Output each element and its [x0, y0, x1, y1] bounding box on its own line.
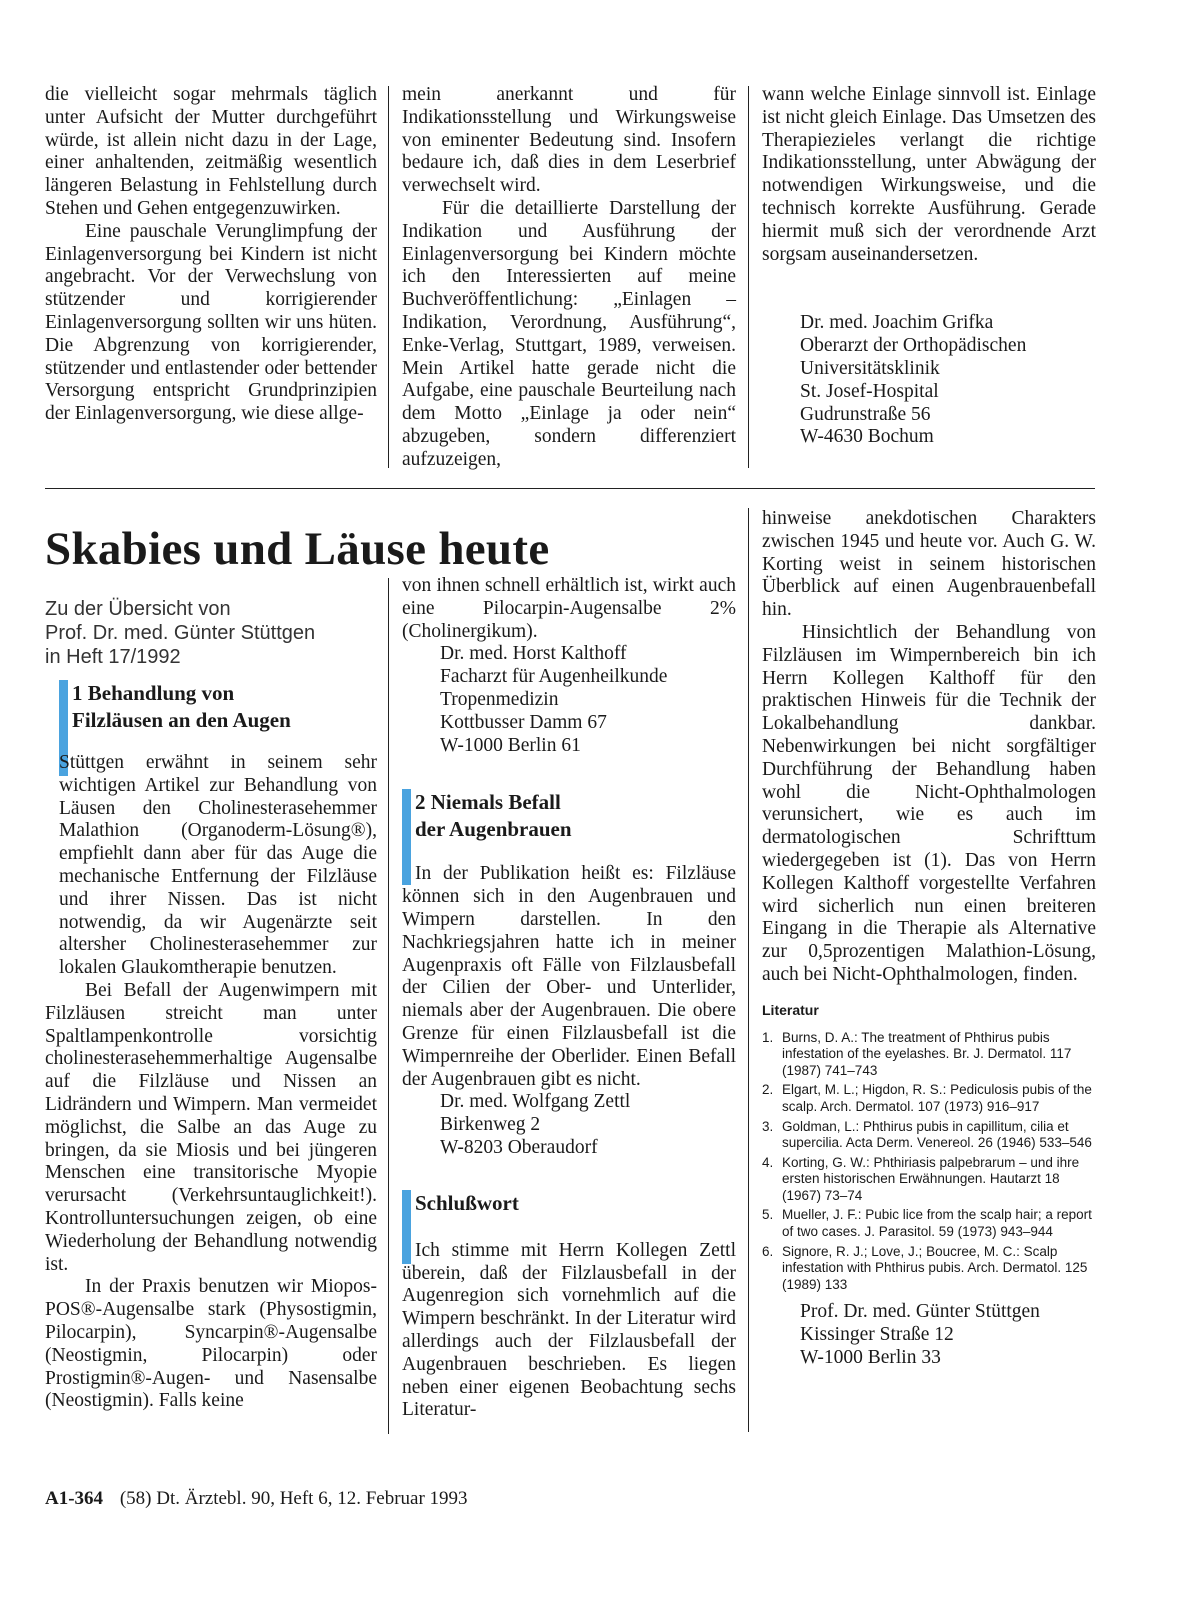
top-column-2: [402, 84, 736, 472]
signature-line: Kottbusser Damm 67: [440, 711, 607, 733]
heading-line: 1 Behandlung von: [72, 681, 235, 705]
accent-bar: [402, 789, 411, 885]
paragraph: Bei Befall der Augenwimpern mit Filzläusen streicht man unter Spaltlampenkontrolle vorsichtig cholinesterasehemmerhaltige Augensalbe auf die Filzläuse und Nissen an Lidrändern und Wimpern. Man vermeidet möglichst, die Salbe an das Auge zu bringen, da sie Miosis und bei jüngeren Menschen eine transitorische Myopie verursacht (Verkehrsuntauglichkeit!). Kontrolluntersuchungen zeigen, ob eine Wiederholung der Behandlung notwendig ist.: [45, 979, 377, 1275]
signature-line: Facharzt für Augenheilkunde: [440, 666, 668, 688]
paragraph: In der Publikation heißt es: Filzläuse können sich in den Augenbrauen und Wimpern darstellen. In den Nachkriegsjahren hatte ich in meiner Augenpraxis oft Fälle von Filzlausbefall der Cilien der Ober- und Unterlider, niemals aber der Augenbrauen. Die obere Grenze für einen Filzlausbefall ist die Wimpernreihe der Oberlider. Einen Befall der Augenbrauen gibt es nicht.: [402, 863, 736, 1090]
column-divider: [388, 578, 389, 1434]
reference-list: [762, 1030, 1096, 1294]
signature-line: W-4630 Bochum: [800, 426, 934, 448]
paragraph: hinweise anekdotischen Charakters zwischen 1945 und heute vor. Auch G. W. Korting weist in seinem historischen Überblick auf einen Augenbrauenbefall hin.: [762, 508, 1096, 621]
heading-line: Filzläusen an den Augen: [72, 708, 291, 732]
signature-stuettgen: [800, 1301, 1096, 1369]
signature-line: Dr. med. Horst Kalthoff: [440, 643, 627, 665]
reference-item: 5. Mueller, J. F.: Pubic lice from the scalp hair; a report of two cases. J. Parasitol. 59 (1973) 943–944: [762, 1207, 1092, 1240]
reference-item: 6. Signore, R. J.; Love, J.; Boucree, M. C.: Scalp infestation with Phthirus pubis. Arch. Dermatol. 125 (1989) 133: [762, 1243, 1088, 1292]
article-title: Skabies und Läuse heute: [45, 523, 550, 575]
column-divider: [748, 86, 749, 468]
section-separator: [45, 488, 1095, 489]
reference-item: 4. Korting, G. W.: Phthiriasis palpebrarum – und ihre ersten historischen Erwähnungen. Hautarzt 18 (1967) 73–74: [762, 1154, 1080, 1203]
signature-kalthoff: [440, 643, 736, 757]
heading-line: Schlußwort: [415, 1190, 519, 1215]
signature-line: Birkenweg 2: [440, 1114, 541, 1136]
subtitle-line: Prof. Dr. med. Günter Stüttgen: [45, 622, 316, 644]
page-footer: [45, 1488, 468, 1510]
paragraph: In der Praxis benutzen wir Miopos-POS®-Augensalbe stark (Physostigmin, Pilocarpin), Syncarpin®-Augensalbe (Neostigmin, Pilocarpin) oder Prostigmin®-Augen- und Nasensalbe (Neostigmin). Falls keine: [45, 1276, 377, 1412]
paragraph: Für die detaillierte Darstellung der Indikation und Ausführung der Einlagenversorgung bei Kindern möchte ich den Interessierten auf meine Buchveröffentlichung: „Einlagen – Indikation, Verordnung, Ausführung“, Enke-Verlag, Stuttgart, 1989, verweisen. Mein Artikel hatte gerade nicht die Aufgabe, eine pauschale Beurteilung nach dem Motto „Einlage ja oder nein“ abzugeben, sondern differenziert aufzuzeigen,: [402, 197, 736, 470]
signature-grifka: [800, 312, 1096, 449]
subtitle-line: Zu der Übersicht von: [45, 598, 231, 620]
signature-line: St. Josef-Hospital: [800, 380, 939, 402]
article-column-1: [45, 680, 377, 1413]
signature-line: Dr. med. Wolfgang Zettl: [440, 1091, 631, 1113]
article-column-2: [402, 575, 736, 1422]
signature-line: Kissinger Straße 12: [800, 1324, 954, 1346]
accent-bar: [402, 1190, 411, 1264]
citation: (58) Dt. Ärztebl. 90, Heft 6, 12. Februar 1993: [119, 1488, 468, 1509]
signature-line: Dr. med. Joachim Grifka: [800, 312, 994, 334]
paragraph: mein anerkannt und für Indikationsstellung und Wirkungsweise von eminenter Bedeutung sind. Insofern bedaure ich, daß dies in dem Leserbrief verwechselt wird.: [402, 84, 736, 197]
signature-line: W-1000 Berlin 33: [800, 1347, 941, 1369]
paragraph: wann welche Einlage sinnvoll ist. Einlage ist nicht gleich Einlage. Das Umsetzen des Therapiezieles verlangt die richtige Indikationsstellung, unter Abwägung der notwendigen Wirkungsweise, und die technisch korrekte Ausführung. Gerade hiermit muß sich der verordnende Arzt sorgsam auseinandersetzen.: [762, 84, 1096, 265]
page-identifier: A1-364: [45, 1488, 104, 1509]
heading-line: der Augenbrauen: [415, 817, 572, 842]
paragraph: Hinsichtlich der Behandlung von Filzläusen im Wimpernbereich bin ich Herrn Kollegen Kalthoff für den praktischen Hinweis für die Technik der Lokalbehandlung dankbar. Nebenwirkungen bei nicht sorgfältiger Durchführung der Behandlung haben wohl die Nicht-Ophthalmologen verunsichert, wie es auch im dermatologischen Schrifttum wiedergegeben ist (1). Das von Herrn Kollegen Kalthoff vorgestellte Verfahren wird sicherlich nun einen breiteren Eingang in die Therapie als Alternative zur 0,5prozentigen Malathion-Lösung, auch bei Nicht-Ophthalmologen, finden.: [762, 621, 1096, 985]
signature-line: W-1000 Berlin 61: [440, 734, 581, 756]
paragraph: die vielleicht sogar mehrmals täglich unter Aufsicht der Mutter durchgeführt würde, ist allein nicht dazu in der Lage, einer anhaltenden, zeitmäßig wesentlich längeren Belastung in Fehlstellung durch Stehen und Gehen entgegenzuwirken.: [45, 84, 377, 219]
signature-line: Oberarzt der Orthopädischen: [800, 335, 1027, 357]
top-column-1: [45, 84, 377, 426]
signature-line: Tropenmedizin: [440, 688, 559, 710]
top-column-3: [762, 84, 1096, 449]
article-subtitle: [45, 597, 315, 669]
heading-line: 2 Niemals Befall: [415, 790, 561, 815]
reference-item: 2. Elgart, M. L.; Higdon, R. S.: Pediculosis pubis of the scalp. Arch. Dermatol. 107 (1973) 916–917: [762, 1082, 1092, 1114]
subtitle-line: in Heft 17/1992: [45, 646, 181, 668]
reference-item: 3. Goldman, L.: Phthirus pubis in capillitum, cilia et supercilia. Acta Derm. Venereol. 26 (1946) 533–546: [762, 1118, 1092, 1151]
signature-line: Gudrunstraße 56: [800, 403, 931, 425]
literature-heading: Literatur: [762, 1001, 819, 1018]
column-divider: [388, 86, 389, 468]
paragraph: Stüttgen erwähnt in seinem sehr wichtigen Artikel zur Behandlung von Läusen den Cholinesterasehemmer Malathion (Organoderm-Lösung®), empfiehlt dann aber für das Auge die mechanische Entfernung der Filzläuse und ihrer Nissen. Das ist nicht notwendig, da wir Augenärzte seit altersher Cholinesterasehemmer zur lokalen Glaukomtherapie benutzen.: [59, 752, 377, 979]
signature-line: W-8203 Oberaudorf: [440, 1136, 598, 1158]
paragraph: von ihnen schnell erhältlich ist, wirkt auch eine Pilocarpin-Augensalbe 2% (Cholinergikum).: [402, 575, 736, 642]
reference-item: 1. Burns, D. A.: The treatment of Phthirus pubis infestation of the eyelashes. Br. J. Dermatol. 117 (1987) 741–743: [762, 1029, 1072, 1078]
paragraph: Ich stimme mit Herrn Kollegen Zettl überein, daß der Filzlausbefall in der Augenregion sich vornehmlich auf die Wimpern beschränkt. In der Literatur wird allerdings auch der Filzlausbefall der Augenbrauen beschrieben. Es liegen neben einer eigenen Beobachtung sechs Literatur-: [402, 1239, 736, 1421]
signature-line: Universitätsklinik: [800, 357, 940, 379]
column-divider: [748, 508, 749, 1432]
paragraph: Eine pauschale Verunglimpfung der Einlagenversorgung bei Kindern ist nicht angebracht. Vor der Verwechslung von stützender und korrigierender Einlagenversorgung sollten wir uns hüten. Die Abgrenzung von korrigierender, stützender und entlastender oder bettender Versorgung entspricht Grundprinzipien der Einlagenversorgung, wie diese allge-: [45, 220, 377, 425]
signature-line: Prof. Dr. med. Günter Stüttgen: [800, 1301, 1040, 1323]
article-column-3: [762, 508, 1096, 1370]
signature-zettl: [440, 1091, 736, 1159]
